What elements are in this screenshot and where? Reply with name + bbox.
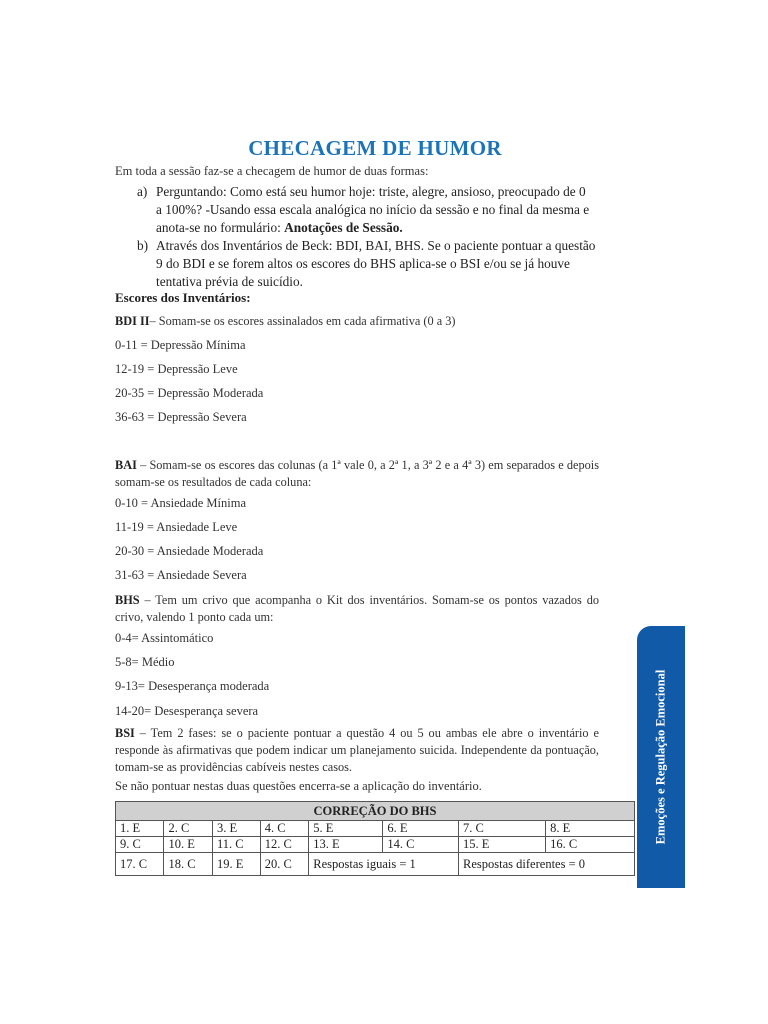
table-row — [116, 821, 635, 837]
list-text: tentativa prévia de suicídio. — [156, 274, 303, 289]
list-marker: b) — [137, 238, 149, 253]
bai-label: BAI — [115, 458, 137, 472]
list-text: Perguntando: Como está seu humor hoje: triste, alegre, ansioso, preocupado de 0 — [156, 184, 586, 199]
list-marker: a) — [137, 184, 148, 199]
table-cell: 10. E — [164, 837, 212, 853]
table-cell: 12. C — [260, 837, 308, 853]
page-title: CHECAGEM DE HUMOR — [248, 136, 502, 160]
list-text: Através dos Inventários de Beck: BDI, BAI, BHS. Se o paciente pontuar a questão — [156, 238, 596, 253]
bai-score: 11-19 = Ansiedade Leve — [115, 520, 238, 534]
table-cell: 18. C — [164, 853, 212, 876]
table-cell: 15. E — [459, 837, 546, 853]
table-cell: 17. C — [116, 853, 164, 876]
table-cell: 8. E — [546, 821, 635, 837]
table-cell: 7. C — [459, 821, 546, 837]
bdi-score: 20-35 = Depressão Moderada — [115, 386, 264, 400]
table-cell: 4. C — [260, 821, 308, 837]
table-cell: Respostas iguais = 1 — [309, 853, 459, 876]
bhs-text: – Tem um crivo que acompanha o Kit dos inventários. Somam-se os pontos vazados do crivo, valendo 1 ponto cada um: — [115, 593, 599, 624]
bsi-paragraph — [115, 725, 599, 776]
bai-score: 31-63 = Ansiedade Severa — [115, 568, 247, 582]
bdi-score: 0-11 = Depressão Mínima — [115, 338, 246, 352]
table-cell: 5. E — [309, 821, 383, 837]
bai-text: – Somam-se os escores das colunas (a 1ª vale 0, a 2ª 1, a 3ª 2 e a 4ª 3) em separados e depois somam-se os resultados de cada coluna: — [115, 458, 599, 489]
table-cell: 6. E — [383, 821, 459, 837]
table-cell: Respostas diferentes = 0 — [459, 853, 635, 876]
list-item-a — [137, 183, 615, 237]
table-row — [116, 837, 635, 853]
bsi-label: BSI — [115, 726, 135, 740]
table-row — [116, 853, 635, 876]
table-cell: 16. C — [546, 837, 635, 853]
table-cell: 9. C — [116, 837, 164, 853]
escores-heading: Escores dos Inventários: — [115, 290, 251, 305]
table-cell: 1. E — [116, 821, 164, 837]
table-cell: 3. E — [212, 821, 260, 837]
closing-text: Se não pontuar nestas duas questões encerra-se a aplicação do inventário. — [115, 779, 482, 793]
bai-score: 0-10 = Ansiedade Mínima — [115, 496, 246, 510]
bai-score: 20-30 = Ansiedade Moderada — [115, 544, 264, 558]
list-text: 9 do BDI e se forem altos os escores do BHS aplica-se o BSI e/ou se já houve — [156, 256, 570, 271]
chapter-side-tab-label: Emoções e Regulação Emocional — [653, 669, 668, 845]
bhs-score: 14-20= Desesperança severa — [115, 704, 259, 718]
bsi-text: – Tem 2 fases: se o paciente pontuar a questão 4 ou 5 ou ambas ele abre o inventário e responde às afirmativas que podem indicar um planejamento suicida. Independente da pontuação, tomam-se as providências cabíveis nestes casos. — [115, 726, 599, 774]
method-list — [137, 183, 615, 291]
table-cell: 20. C — [260, 853, 308, 876]
list-text: a 100%? -Usando essa escala analógica no início da sessão e no final da mesma e — [156, 202, 590, 217]
bdi-text: – Somam-se os escores assinalados em cada afirmativa (0 a 3) — [149, 314, 456, 328]
bhs-correction-table — [115, 801, 635, 876]
bdi-score: 36-63 = Depressão Severa — [115, 410, 247, 424]
list-text: anota-se no formulário: — [156, 220, 285, 235]
table-cell: 14. C — [383, 837, 459, 853]
bhs-score: 5-8= Médio — [115, 655, 175, 669]
bhs-paragraph — [115, 592, 599, 626]
bhs-score: 0-4= Assintomático — [115, 631, 214, 645]
bai-paragraph — [115, 457, 599, 491]
table-header: CORREÇÃO DO BHS — [116, 802, 635, 821]
list-item-b — [137, 237, 615, 291]
table-cell: 19. E — [212, 853, 260, 876]
list-bold: Anotações de Sessão. — [284, 220, 403, 235]
intro-text: Em toda a sessão faz-se a checagem de humor de duas formas: — [115, 164, 429, 178]
chapter-side-tab — [637, 626, 685, 888]
bhs-score: 9-13= Desesperança moderada — [115, 679, 270, 693]
table-cell: 13. E — [309, 837, 383, 853]
bdi-label: BDI II — [115, 314, 150, 328]
table-cell: 11. C — [212, 837, 260, 853]
bhs-label: BHS — [115, 593, 140, 607]
table-cell: 2. C — [164, 821, 212, 837]
bdi-score: 12-19 = Depressão Leve — [115, 362, 238, 376]
bdi-paragraph — [115, 313, 599, 330]
